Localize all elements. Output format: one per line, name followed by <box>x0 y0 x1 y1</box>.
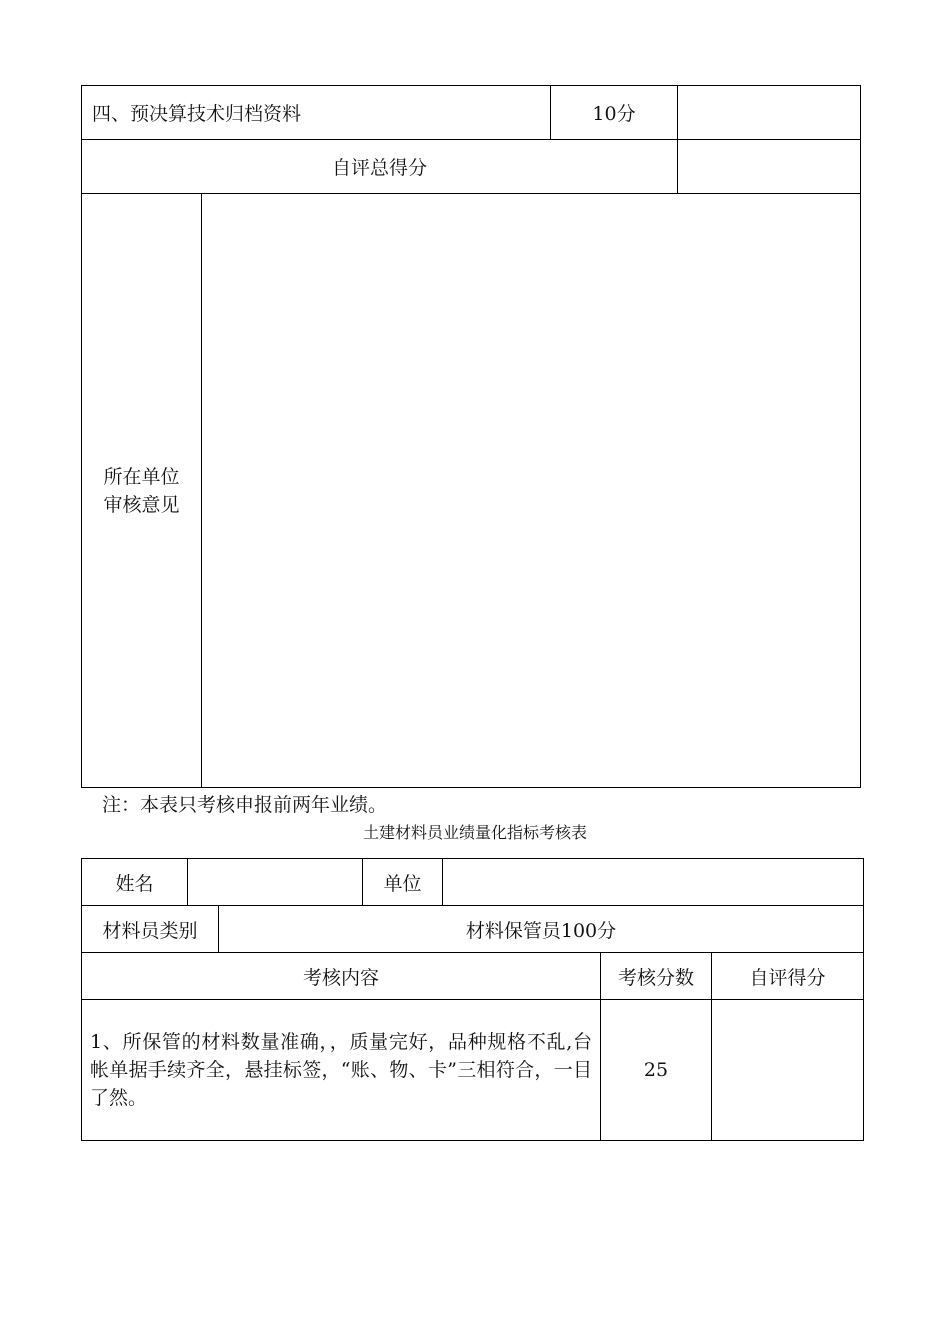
category-label: 材料员类别 <box>82 906 219 953</box>
header-content: 考核内容 <box>82 953 601 1000</box>
criteria-content: 1、所保管的材料数量准确，，质量完好，品种规格不乱,台帐单据手续齐全，悬挂标签，“账、物、卡”三相符合，一目了然。 <box>82 1000 601 1141</box>
category-value: 材料保管员100分 <box>219 906 864 953</box>
criteria-self-score[interactable] <box>712 1000 864 1141</box>
unit-review-label <box>82 194 202 788</box>
unit-review-label-line1: 所在单位 <box>103 465 180 488</box>
unit-label: 单位 <box>363 859 443 906</box>
evaluation-table-material <box>81 858 864 1141</box>
header-self-score: 自评得分 <box>712 953 864 1000</box>
total-self-score-label: 自评总得分 <box>82 140 678 194</box>
table-row <box>82 906 864 953</box>
name-label: 姓名 <box>82 859 188 906</box>
criteria-score: 25 <box>601 1000 712 1141</box>
table-row <box>82 953 864 1000</box>
score-cell: 10分 <box>551 86 678 140</box>
table-title: 土建材料员业绩量化指标考核表 <box>362 823 587 842</box>
header-score: 考核分数 <box>601 953 712 1000</box>
table-row <box>82 859 864 906</box>
self-score-cell[interactable] <box>678 86 861 140</box>
evaluation-table-top <box>81 85 861 788</box>
table-row <box>82 194 861 788</box>
unit-review-content[interactable] <box>202 194 861 788</box>
item-cell: 四、预决算技术归档资料 <box>82 86 551 140</box>
table-row <box>82 1000 864 1141</box>
unit-value[interactable] <box>443 859 864 906</box>
total-self-score-value[interactable] <box>678 140 861 194</box>
name-value[interactable] <box>188 859 363 906</box>
unit-review-label-line2: 审核意见 <box>103 493 180 516</box>
table-row <box>82 140 861 194</box>
table-row <box>82 86 861 140</box>
table-note: 注：本表只考核申报前两年业绩。 <box>102 794 388 816</box>
